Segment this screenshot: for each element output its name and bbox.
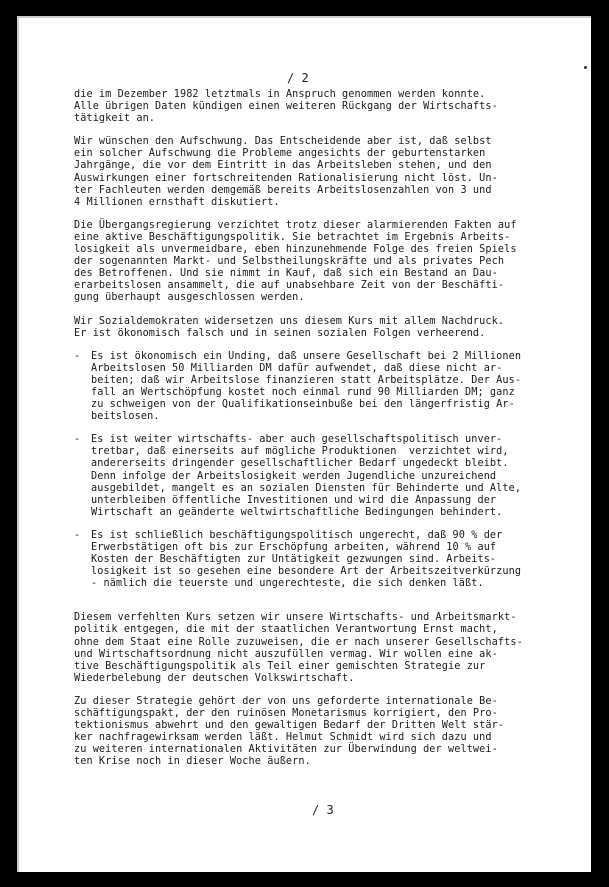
text-line: ohne dem Staat eine Rolle zuzuweisen, die er nach unserer Gesellschafts- <box>74 636 523 648</box>
bullet-item <box>74 434 559 519</box>
paragraph <box>74 136 559 209</box>
text-line: losigkeit ist so gesehen eine besondere Art der Arbeitszeitverkürzung <box>91 566 522 578</box>
closing-paragraphs <box>74 612 559 768</box>
bullet-item <box>74 530 559 590</box>
text-line: der sogenannten Markt- und Selbstheilungskräfte und als privates Pech <box>74 256 505 268</box>
text-line: eine aktive Beschäftigungspolitik. Sie betrachtet im Ergebnis Arbeits- <box>74 231 511 243</box>
text-line: losigkeit als unvermeidbare, eben hinzunehmende Folge des freien Spiels <box>74 244 517 256</box>
bullet-item <box>74 351 559 424</box>
text-line: ausgebildet, mangelt es an sozialen Diensten für Behinderte und Alte, <box>91 482 522 494</box>
paragraph <box>74 220 559 305</box>
text-line: ein solcher Aufschwung die Probleme angesichts der geburtenstarken <box>74 148 486 160</box>
text-line: des Betroffenen. Und sie nimmt in Kauf, daß sich ein Bestand an Dau- <box>74 268 498 280</box>
text-line: unterbleiben öffentliche Investitionen und wird die Anpassung der <box>91 494 497 506</box>
text-line: Kosten der Beschäftigten zur Untätigkeit gezwungen sind. Arbeits- <box>91 554 497 566</box>
text-line: Alle übrigen Daten kündigen einen weiteren Rückgang der Wirtschafts- <box>74 101 498 113</box>
text-line: tretbar, daß einerseits auf mögliche Produktionen verzichtet wird, <box>91 446 509 458</box>
next-page-marker: / 3 <box>312 803 334 817</box>
text-line: Diesem verfehlten Kurs setzen wir unsere Wirtschafts- und Arbeitsmarkt- <box>74 612 517 624</box>
text-line: Zu dieser Strategie gehört der von uns geforderte internationale Be- <box>74 695 498 707</box>
text-line: erarbeitslosen ansammelt, die auf unabsehbare Zeit von der Beschäfti- <box>74 280 505 292</box>
text-line: tive Beschäftigungspolitik als Teil einer gemischten Strategie zur <box>74 660 486 672</box>
text-line: - nämlich die teuerste und ungerechteste, die sich denken läßt. <box>91 578 484 590</box>
text-line: Wirtschaft an geänderte weltwirtschaftliche Bedingungen behindert. <box>91 506 503 518</box>
text-line: schäftigungspakt, der den ruinösen Monetarismus korrigiert, den Pro- <box>74 708 498 720</box>
paragraph <box>74 696 559 769</box>
text-line: 4 Millionen ernsthaft diskutiert. <box>74 196 280 208</box>
text-line: gung überhaupt ausgeschlossen werden. <box>74 292 305 304</box>
text-line: beiten; daß wir Arbeitslose finanzieren statt Arbeitsplätze. Der Aus- <box>91 374 522 386</box>
text-line: ker nachfragewirksam werden läßt. Helmut Schmidt wird sich dazu und <box>74 732 492 744</box>
bullet-mark: - <box>74 529 81 541</box>
text-line: tektionismus abwehrt und den gewaltigen Bedarf der Dritten Welt stär- <box>74 720 505 732</box>
text-line: Wiederbelebung der deutschen Volkswirtschaft. <box>74 672 355 684</box>
text-line: fall an Wertschöpfung kostet noch einmal rund 90 Milliarden DM; ganz <box>91 386 515 398</box>
text-line: beitslosen. <box>91 411 160 423</box>
paragraph <box>74 89 559 125</box>
text-line: und Wirtschaftsordnung nicht auszufüllen vermag. Wir wollen eine ak- <box>74 648 498 660</box>
text-line: tätigkeit an. <box>74 113 156 125</box>
text-line: die im Dezember 1982 letztmals in Anspruch genommen werden konnte. <box>74 89 486 100</box>
text-line: Wir Sozialdemokraten widersetzen uns diesem Kurs mit allem Nachdruck. <box>74 315 505 327</box>
text-line: Die Übergangsregierung verzichtet trotz dieser alarmierenden Fakten auf <box>74 219 517 231</box>
text-line: Arbeitslosen 50 Milliarden DM dafür aufwendet, daß diese nicht ar- <box>91 362 503 374</box>
text-line: zu weiteren internationalen Aktivitäten zur Überwindung der weltwei- <box>74 744 498 756</box>
text-line: zu schweigen von der Qualifikationseinbuße bei den längerfristig Ar- <box>91 399 515 411</box>
document-body <box>74 89 559 769</box>
text-line: Es ist schließlich beschäftigungspolitisch ungerecht, daß 90 % der <box>91 529 503 541</box>
text-line: Es ist weiter wirtschafts- aber auch gesellschaftspolitisch unver- <box>91 434 503 446</box>
text-line: Auswirkungen einer fortschreitenden Rationalisierung nicht löst. Un- <box>74 172 498 184</box>
intro-paragraphs <box>74 89 559 351</box>
text-line: Erwerbstätigen oft bis zur Erschöpfung arbeiten, während 10 % auf <box>91 542 497 553</box>
scan-speck <box>584 66 587 69</box>
bullet-mark: - <box>74 434 81 446</box>
text-line: andererseits dringender gesellschaftlicher Bedarf ungedeckt bleibt. <box>91 458 509 470</box>
text-line: Er ist ökonomisch falsch und in seinen sozialen Folgen verheerend. <box>74 327 486 339</box>
paragraph <box>74 316 559 340</box>
text-line: ten Krise noch in dieser Woche äußern. <box>74 756 311 768</box>
text-line: politik entgegen, die mit der staatlichen Verantwortung Ernst macht, <box>74 624 498 636</box>
text-line: Es ist ökonomisch ein Unding, daß unsere Gesellschaft bei 2 Millionen <box>91 350 522 362</box>
text-line: Jahrgänge, die vor dem Eintritt in das Arbeitsleben stehen, und den <box>74 160 492 172</box>
bullet-mark: - <box>74 350 81 362</box>
text-line: Denn infolge der Arbeitslosigkeit werden Jugendliche unzureichend <box>91 470 497 482</box>
text-line: ter Fachleuten werden demgemäß bereits Arbeitslosenzahlen von 3 und <box>74 184 492 196</box>
paragraph <box>74 612 559 685</box>
bullet-list <box>74 351 559 613</box>
page-marker: / 2 <box>287 71 309 85</box>
text-line: Wir wünschen den Aufschwung. Das Entscheidende aber ist, daß selbst <box>74 136 492 148</box>
